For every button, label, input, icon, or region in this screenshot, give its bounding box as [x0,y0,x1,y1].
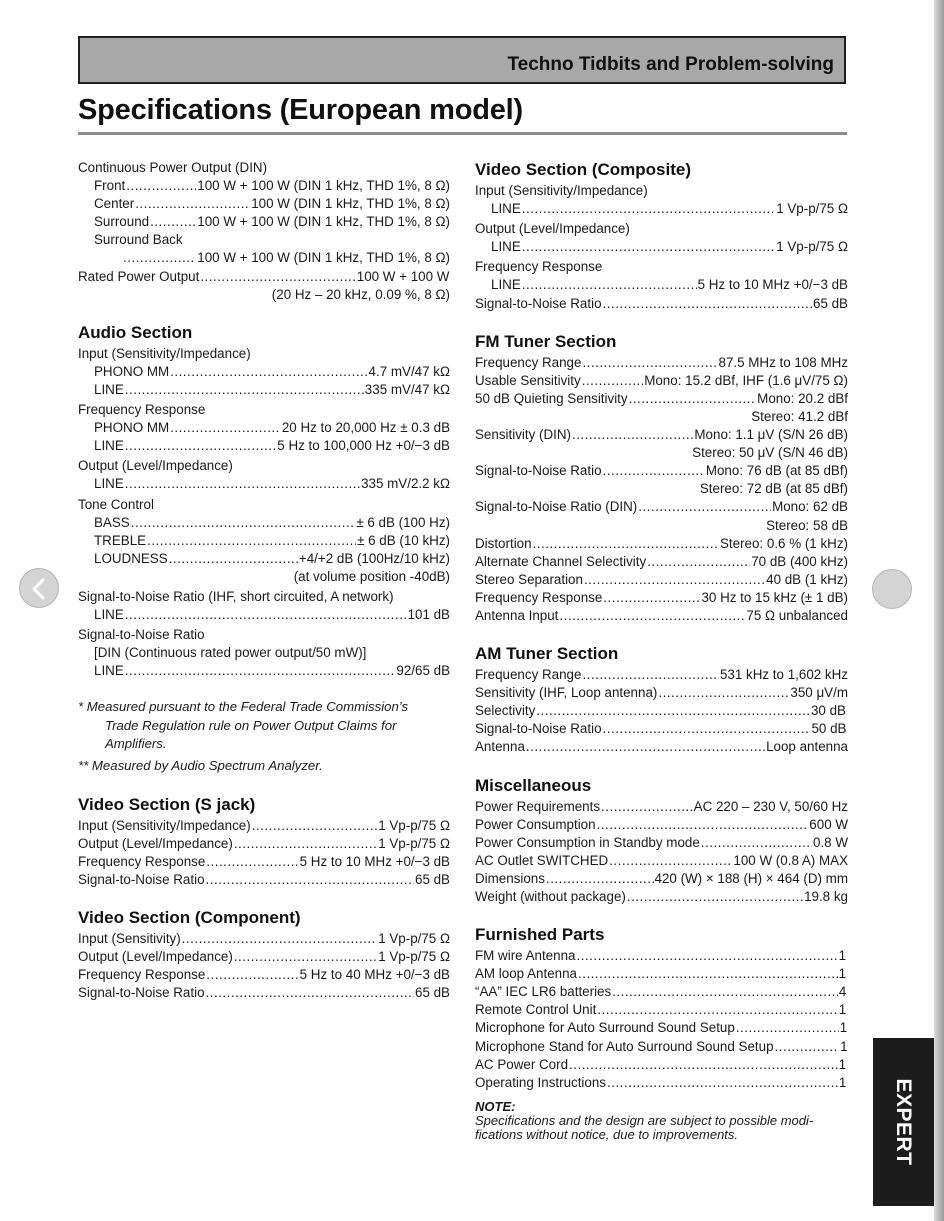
spec-row: Frequency Range ..... 531 kHz to 1,602 kHz [475,666,848,684]
furnished-parts-section [475,924,848,1092]
spec-row: Stereo Separation ..... 40 dB (1 kHz) [475,571,848,589]
footnote-line: * Measured pursuant to the Federal Trade Commission’s [78,699,409,715]
audio-section [78,322,450,681]
spec-row: LINE ..... 1 Vp-p/75 Ω [475,200,848,218]
spec-row: BASS ..... ± 6 dB (100 Hz) [78,514,450,532]
section-heading: Miscellaneous [475,775,592,795]
previous-page-button[interactable] [19,568,59,608]
miscellaneous-section [475,775,848,907]
section-heading: Furnished Parts [475,925,605,945]
section-heading: Video Section (Composite) [475,160,691,179]
note-label: NOTE: [475,1098,516,1114]
power-output-section [78,159,450,304]
footnote-line: ** Measured by Audio Spectrum Analyzer. [78,758,323,774]
spec-row: PHONO MM ..... 4.7 mV/47 kΩ [78,363,450,381]
title-rule [78,132,847,135]
header-title: Techno Tidbits and Problem-solving [507,54,834,75]
part-row: AM loop Antenna ..... 1 [475,965,848,983]
spec-subheading: Frequency Response [475,259,603,275]
footnotes [78,698,450,775]
video-s-section [78,794,450,889]
section-heading: Video Section (Component) [78,908,301,927]
part-row: Remote Control Unit ..... 1 [475,1001,848,1019]
spec-row: Output (Level/Impedance) ..... 1 Vp-p/75 Ω [78,835,450,853]
part-row: FM wire Antenna ..... 1 [475,947,848,965]
section-heading: FM Tuner Section [475,331,617,351]
spec-row: Signal-to-Noise Ratio ..... Mono: 76 dB (at 85 dBf) [475,462,848,480]
spec-subheading: Input (Sensitivity/Impedance) [475,183,648,198]
part-row: “AA” IEC LR6 batteries ..... 4 [475,983,848,1001]
spec-subheading: Tone Control [78,496,154,512]
note-text: fications without notice, due to improvements. [475,1126,739,1142]
spec-row: Input (Sensitivity/Impedance) ..... 1 Vp-p/75 Ω [78,817,450,835]
spec-row: Sensitivity (IHF, Loop antenna) ..... 350 μV/m [475,684,848,702]
spec-row: TREBLE ..... ± 6 dB (10 kHz) [78,532,450,550]
spec-row: Rated Power Output ..... 100 W + 100 W [78,268,450,286]
part-row: Microphone for Auto Surround Sound Setup ..... 1 [475,1019,848,1037]
spec-row: Signal-to-Noise Ratio (DIN) ..... Mono: 62 dB [475,498,848,516]
spec-row: Frequency Range ..... 87.5 MHz to 108 MHz [475,354,848,372]
spec-row: Signal-to-Noise Ratio ..... 65 dB [475,295,848,313]
spec-row: Antenna ..... Loop antenna [475,738,848,756]
spec-row: Weight (without package) ..... 19.8 kg [475,888,848,906]
right-column [475,159,848,1142]
spec-value-stereo: Stereo: 41.2 dBf [751,408,848,424]
power-heading: Continuous Power Output (DIN) [78,160,268,175]
spec-row: Antenna Input ..... 75 Ω unbalanced [475,607,848,625]
section-heading: AM Tuner Section [475,644,619,664]
spec-value-stereo: Stereo: 50 μV (S/N 46 dB) [692,445,848,461]
spec-row: Front ..... 100 W + 100 W (DIN 1 kHz, THD 1%, 8 Ω) [78,177,450,195]
spec-row: Surround ..... 100 W + 100 W (DIN 1 kHz, THD 1%, 8 Ω) [78,213,450,231]
spec-row: LOUDNESS ..... +4/+2 dB (100Hz/10 kHz) [78,550,450,568]
part-row: Microphone Stand for Auto Surround Sound Setup ..... 1 [475,1038,848,1056]
video-component-section [78,907,450,1002]
video-composite-section [475,159,848,313]
spec-label: Surround Back [94,232,183,248]
spec-row: LINE ..... 1 Vp-p/75 Ω [475,238,848,256]
spec-row: Signal-to-Noise Ratio ..... 50 dB [475,720,848,738]
spec-row: AC Outlet SWITCHED ..... 100 W (0.8 A) MAX [475,852,848,870]
spec-value-stereo: Stereo: 58 dB [766,517,848,533]
section-heading: Audio Section [78,322,193,342]
spec-row: Dimensions ..... 420 (W) × 188 (H) × 464 (D) mm [475,870,848,888]
spec-condition: (20 Hz – 20 kHz, 0.09 %, 8 Ω) [271,286,450,302]
spec-row: ..... 100 W + 100 W (DIN 1 kHz, THD 1%, 8 Ω) [78,249,450,267]
part-row: AC Power Cord ..... 1 [475,1056,848,1074]
spec-condition: (at volume position -40dB) [293,568,450,584]
spec-row: Sensitivity (DIN) ..... Mono: 1.1 μV (S/N 26 dB) [475,426,848,444]
spec-condition: [DIN (Continuous rated power output/50 mW)] [94,645,367,661]
header-bar [78,36,846,84]
expert-tab-label: EXPERT [892,1078,915,1166]
page-title: Specifications (European model) [78,94,523,126]
left-column [78,159,450,1020]
spec-subheading: Output (Level/Impedance) [78,458,233,474]
note-block [475,1100,848,1142]
spec-row: LINE ..... 335 mV/2.2 kΩ [78,475,450,493]
spec-row: 50 dB Quieting Sensitivity ..... Mono: 20.2 dBf [475,390,848,408]
spec-row: Signal-to-Noise Ratio ..... 65 dB [78,871,450,889]
spec-row: PHONO MM ..... 20 Hz to 20,000 Hz ± 0.3 dB [78,419,450,437]
part-row: Operating Instructions ..... 1 [475,1074,848,1092]
spec-subheading: Output (Level/Impedance) [475,221,630,237]
section-heading: Video Section (S jack) [78,794,256,814]
spec-row: Distortion ..... Stereo: 0.6 % (1 kHz) [475,535,848,553]
spec-row: Power Consumption in Standby mode ..... 0.8 W [475,834,848,852]
spec-subheading: Input (Sensitivity/Impedance) [78,345,251,361]
spec-row: Frequency Response ..... 5 Hz to 40 MHz +0/−3 dB [78,966,450,984]
spec-row: Alternate Channel Selectivity ..... 70 dB (400 kHz) [475,553,848,571]
note-text: Specifications and the design are subject to possible modi- [475,1112,814,1128]
chevron-left-icon [20,569,60,609]
spec-row: LINE ..... 335 mV/47 kΩ [78,381,450,399]
spec-subheading: Signal-to-Noise Ratio (IHF, short circuited, A network) [78,588,394,604]
spec-subheading: Signal-to-Noise Ratio [78,627,205,643]
fm-tuner-section [475,331,848,625]
spec-subheading: Frequency Response [78,402,206,418]
spec-row: Input (Sensitivity) ..... 1 Vp-p/75 Ω [78,930,450,948]
spec-row: LINE ..... 5 Hz to 100,000 Hz +0/−3 dB [78,437,450,455]
spec-row: LINE ..... 92/65 dB [78,662,450,680]
am-tuner-section [475,643,848,756]
spec-value-stereo: Stereo: 72 dB (at 85 dBf) [699,481,848,497]
spec-row: Selectivity ..... 30 dB [475,702,848,720]
spec-row: Frequency Response ..... 5 Hz to 10 MHz +0/−3 dB [78,853,450,871]
spec-row: Power Consumption ..... 600 W [475,816,848,834]
page-edge-shadow [934,0,944,1221]
spec-row: Center ..... 100 W (DIN 1 kHz, THD 1%, 8 Ω) [78,195,450,213]
spec-row: Signal-to-Noise Ratio ..... 65 dB [78,984,450,1002]
expert-side-tab [873,1038,934,1206]
spec-row: Frequency Response ..... 30 Hz to 15 kHz (± 1 dB) [475,589,848,607]
spec-row: LINE ..... 101 dB [78,606,450,624]
spec-row: Power Requirements ..... AC 220 – 230 V, 50/60 Hz [475,798,848,816]
footnote-line: Trade Regulation rule on Power Output Claims for [105,717,397,733]
spec-row: Output (Level/Impedance) ..... 1 Vp-p/75 Ω [78,948,450,966]
next-page-button[interactable] [872,569,912,609]
footnote-line: Amplifiers. [105,736,167,752]
spec-row: Usable Sensitivity ..... Mono: 15.2 dBf, IHF (1.6 μV/75 Ω) [475,372,848,390]
spec-row: LINE ..... 5 Hz to 10 MHz +0/−3 dB [475,276,848,294]
